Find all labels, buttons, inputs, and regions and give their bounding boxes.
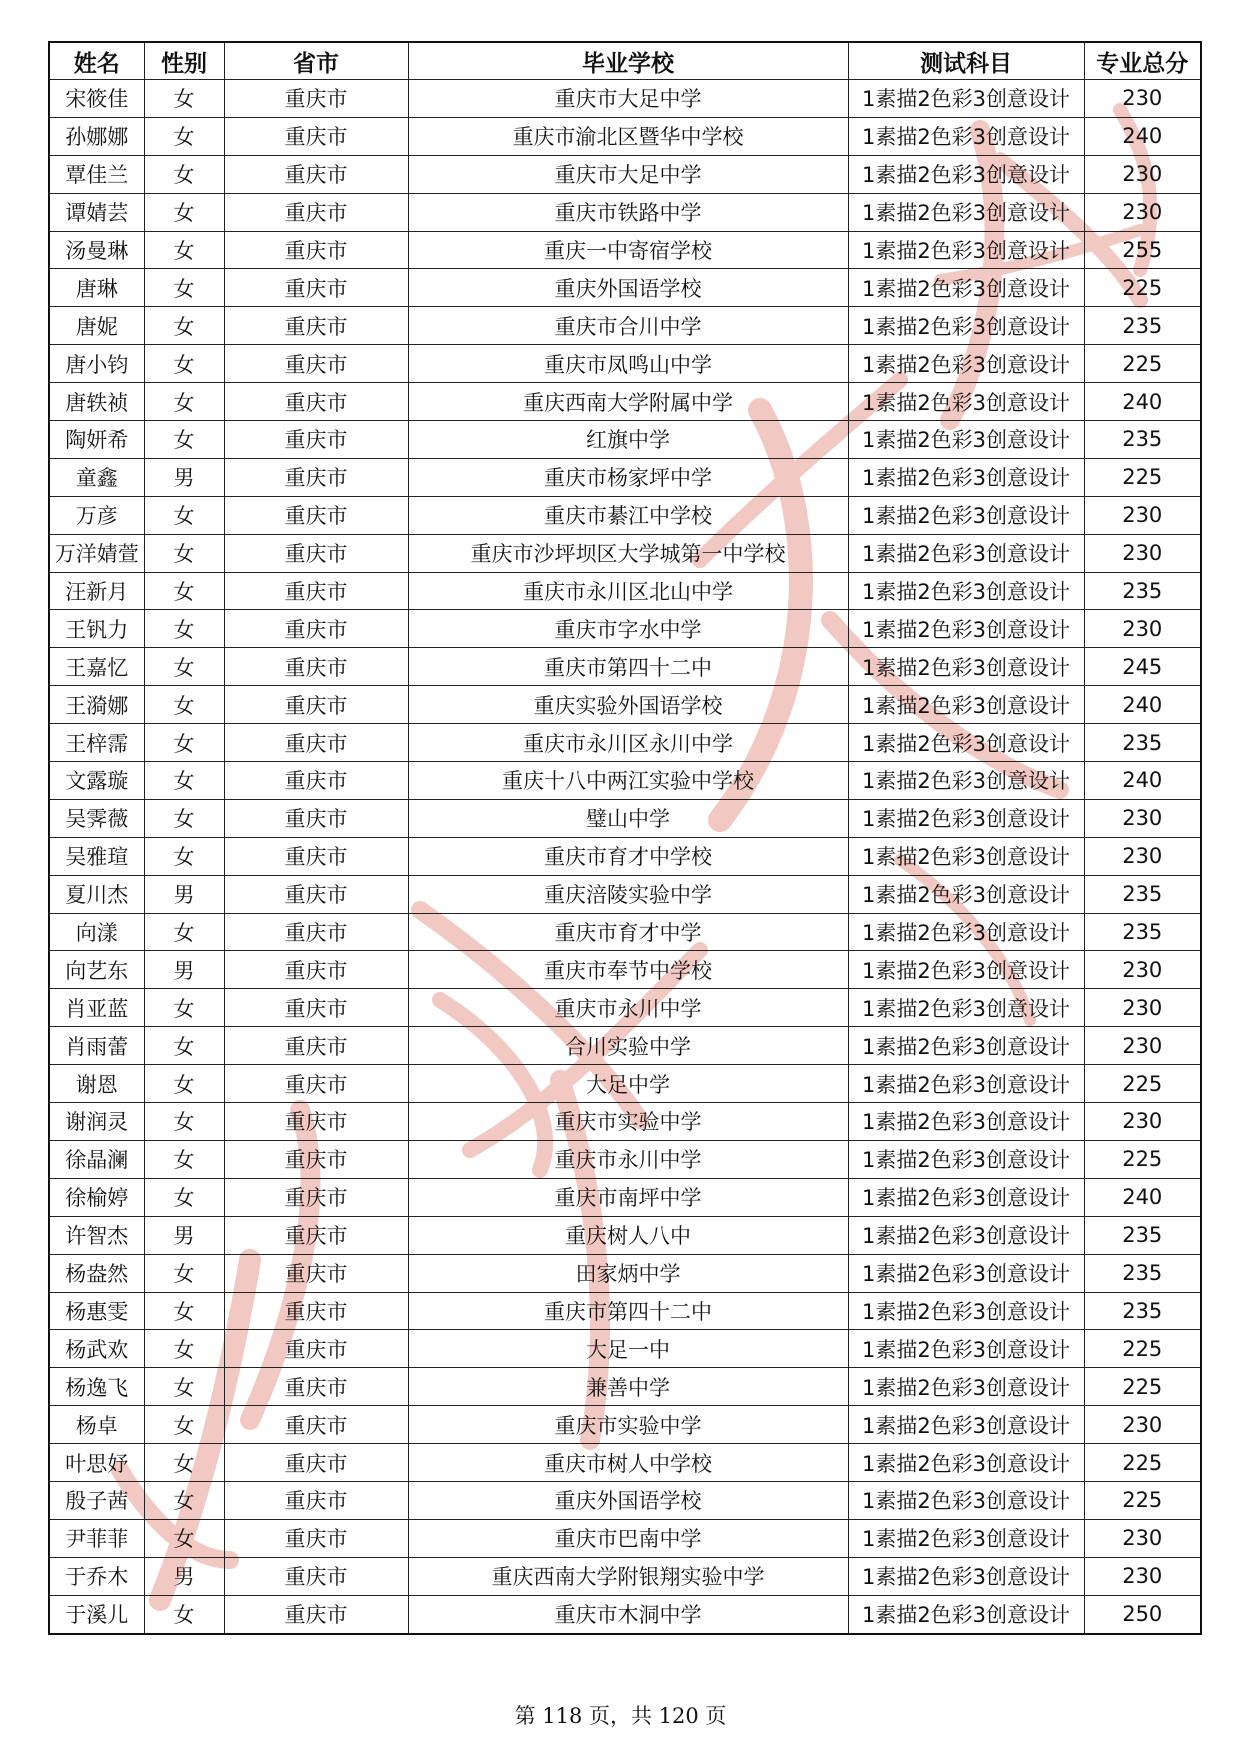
- student-name-cell: 王梓霈: [49, 724, 144, 762]
- table-row: [49, 231, 1201, 269]
- gender-cell: 女: [144, 1065, 224, 1103]
- province-city-cell: 重庆市: [224, 421, 408, 459]
- student-name-cell: 徐榆婷: [49, 1178, 144, 1216]
- province-city-cell: 重庆市: [224, 117, 408, 155]
- table-row: [49, 458, 1201, 496]
- student-name-cell: 吴雅瑄: [49, 837, 144, 875]
- student-name-cell: 汪新月: [49, 572, 144, 610]
- school-cell: 重庆市木洞中学: [408, 1595, 848, 1633]
- total-score-cell: 240: [1084, 117, 1201, 155]
- test-subjects-cell: 1素描2色彩3创意设计: [848, 496, 1084, 534]
- student-name-cell: 徐晶澜: [49, 1140, 144, 1178]
- school-cell: 田家炳中学: [408, 1254, 848, 1292]
- table-body: [49, 80, 1201, 1634]
- column-header-gender: 性别: [144, 42, 224, 80]
- test-subjects-cell: 1素描2色彩3创意设计: [848, 80, 1084, 118]
- province-city-cell: 重庆市: [224, 80, 408, 118]
- total-score-cell: 230: [1084, 837, 1201, 875]
- table-row: [49, 193, 1201, 231]
- province-city-cell: 重庆市: [224, 648, 408, 686]
- school-cell: 重庆一中寄宿学校: [408, 231, 848, 269]
- test-subjects-cell: 1素描2色彩3创意设计: [848, 117, 1084, 155]
- total-score-cell: 240: [1084, 762, 1201, 800]
- test-subjects-cell: 1素描2色彩3创意设计: [848, 231, 1084, 269]
- gender-cell: 女: [144, 724, 224, 762]
- table-row: [49, 1103, 1201, 1141]
- province-city-cell: 重庆市: [224, 610, 408, 648]
- gender-cell: 女: [144, 1368, 224, 1406]
- test-subjects-cell: 1素描2色彩3创意设计: [848, 269, 1084, 307]
- province-city-cell: 重庆市: [224, 458, 408, 496]
- province-city-cell: 重庆市: [224, 269, 408, 307]
- table-row: [49, 610, 1201, 648]
- test-subjects-cell: 1素描2色彩3创意设计: [848, 1595, 1084, 1633]
- table-row: [49, 1254, 1201, 1292]
- school-cell: 重庆市合川中学: [408, 307, 848, 345]
- total-score-cell: 230: [1084, 155, 1201, 193]
- total-score-cell: 230: [1084, 951, 1201, 989]
- table-row: [49, 1292, 1201, 1330]
- school-cell: 重庆市实验中学: [408, 1103, 848, 1141]
- table-row: [49, 1027, 1201, 1065]
- column-header-name: 姓名: [49, 42, 144, 80]
- gender-cell: 女: [144, 610, 224, 648]
- test-subjects-cell: 1素描2色彩3创意设计: [848, 193, 1084, 231]
- table-row: [49, 875, 1201, 913]
- total-score-cell: 240: [1084, 1178, 1201, 1216]
- province-city-cell: 重庆市: [224, 1140, 408, 1178]
- table-row: [49, 269, 1201, 307]
- student-name-cell: 覃佳兰: [49, 155, 144, 193]
- total-score-cell: 225: [1084, 1140, 1201, 1178]
- student-name-cell: 杨卓: [49, 1406, 144, 1444]
- school-cell: 重庆外国语学校: [408, 269, 848, 307]
- admission-list-table: [48, 41, 1202, 1635]
- test-subjects-cell: 1素描2色彩3创意设计: [848, 458, 1084, 496]
- table-row: [49, 534, 1201, 572]
- test-subjects-cell: 1素描2色彩3创意设计: [848, 534, 1084, 572]
- school-cell: 重庆市永川区北山中学: [408, 572, 848, 610]
- gender-cell: 女: [144, 307, 224, 345]
- school-cell: 重庆市永川区永川中学: [408, 724, 848, 762]
- gender-cell: 女: [144, 1140, 224, 1178]
- school-cell: 重庆树人八中: [408, 1216, 848, 1254]
- province-city-cell: 重庆市: [224, 231, 408, 269]
- student-name-cell: 万洋婧萱: [49, 534, 144, 572]
- gender-cell: 女: [144, 231, 224, 269]
- total-score-cell: 230: [1084, 610, 1201, 648]
- province-city-cell: 重庆市: [224, 1481, 408, 1519]
- table-row: [49, 1368, 1201, 1406]
- school-cell: 重庆市第四十二中: [408, 1292, 848, 1330]
- test-subjects-cell: 1素描2色彩3创意设计: [848, 1368, 1084, 1406]
- province-city-cell: 重庆市: [224, 1254, 408, 1292]
- test-subjects-cell: 1素描2色彩3创意设计: [848, 799, 1084, 837]
- gender-cell: 女: [144, 1103, 224, 1141]
- province-city-cell: 重庆市: [224, 1444, 408, 1482]
- table-row: [49, 1140, 1201, 1178]
- table-row: [49, 913, 1201, 951]
- school-cell: 重庆市南坪中学: [408, 1178, 848, 1216]
- province-city-cell: 重庆市: [224, 1065, 408, 1103]
- table-row: [49, 837, 1201, 875]
- student-name-cell: 童鑫: [49, 458, 144, 496]
- province-city-cell: 重庆市: [224, 837, 408, 875]
- school-cell: 重庆涪陵实验中学: [408, 875, 848, 913]
- student-name-cell: 万彦: [49, 496, 144, 534]
- student-name-cell: 文露璇: [49, 762, 144, 800]
- total-score-cell: 225: [1084, 1330, 1201, 1368]
- student-name-cell: 王嘉忆: [49, 648, 144, 686]
- student-name-cell: 肖亚蓝: [49, 989, 144, 1027]
- total-score-cell: 235: [1084, 875, 1201, 913]
- test-subjects-cell: 1素描2色彩3创意设计: [848, 383, 1084, 421]
- test-subjects-cell: 1素描2色彩3创意设计: [848, 1178, 1084, 1216]
- province-city-cell: 重庆市: [224, 724, 408, 762]
- student-name-cell: 唐小钧: [49, 345, 144, 383]
- school-cell: 重庆外国语学校: [408, 1481, 848, 1519]
- province-city-cell: 重庆市: [224, 951, 408, 989]
- school-cell: 重庆市大足中学: [408, 155, 848, 193]
- student-name-cell: 谢润灵: [49, 1103, 144, 1141]
- total-score-cell: 230: [1084, 1027, 1201, 1065]
- gender-cell: 女: [144, 80, 224, 118]
- table-row: [49, 1216, 1201, 1254]
- table-row: [49, 496, 1201, 534]
- table-row: [49, 1444, 1201, 1482]
- table-row: [49, 1330, 1201, 1368]
- gender-cell: 女: [144, 345, 224, 383]
- student-name-cell: 杨逸飞: [49, 1368, 144, 1406]
- table-row: [49, 345, 1201, 383]
- province-city-cell: 重庆市: [224, 913, 408, 951]
- test-subjects-cell: 1素描2色彩3创意设计: [848, 913, 1084, 951]
- school-cell: 大足一中: [408, 1330, 848, 1368]
- gender-cell: 女: [144, 1254, 224, 1292]
- student-name-cell: 夏川杰: [49, 875, 144, 913]
- school-cell: 重庆西南大学附银翔实验中学: [408, 1557, 848, 1595]
- table-row: [49, 686, 1201, 724]
- student-name-cell: 向艺东: [49, 951, 144, 989]
- student-name-cell: 杨盎然: [49, 1254, 144, 1292]
- test-subjects-cell: 1素描2色彩3创意设计: [848, 1140, 1084, 1178]
- total-score-cell: 230: [1084, 193, 1201, 231]
- student-name-cell: 谭婧芸: [49, 193, 144, 231]
- gender-cell: 女: [144, 269, 224, 307]
- school-cell: 重庆市铁路中学: [408, 193, 848, 231]
- total-score-cell: 235: [1084, 1216, 1201, 1254]
- school-cell: 重庆市巴南中学: [408, 1519, 848, 1557]
- gender-cell: 女: [144, 155, 224, 193]
- student-name-cell: 唐妮: [49, 307, 144, 345]
- total-score-cell: 230: [1084, 496, 1201, 534]
- total-score-cell: 230: [1084, 799, 1201, 837]
- table-row: [49, 989, 1201, 1027]
- gender-cell: 女: [144, 913, 224, 951]
- test-subjects-cell: 1素描2色彩3创意设计: [848, 1027, 1084, 1065]
- student-name-cell: 许智杰: [49, 1216, 144, 1254]
- school-cell: 兼善中学: [408, 1368, 848, 1406]
- school-cell: 重庆市奉节中学校: [408, 951, 848, 989]
- gender-cell: 女: [144, 1595, 224, 1633]
- province-city-cell: 重庆市: [224, 1406, 408, 1444]
- gender-cell: 女: [144, 1330, 224, 1368]
- province-city-cell: 重庆市: [224, 1595, 408, 1633]
- school-cell: 重庆市渝北区暨华中学校: [408, 117, 848, 155]
- total-score-cell: 235: [1084, 307, 1201, 345]
- page-footer: 第 118 页，共 120 页: [514, 1704, 727, 1728]
- student-name-cell: 于溪儿: [49, 1595, 144, 1633]
- column-header-school: 毕业学校: [408, 42, 848, 80]
- gender-cell: 女: [144, 1481, 224, 1519]
- table-row: [49, 421, 1201, 459]
- test-subjects-cell: 1素描2色彩3创意设计: [848, 1444, 1084, 1482]
- gender-cell: 女: [144, 837, 224, 875]
- test-subjects-cell: 1素描2色彩3创意设计: [848, 1216, 1084, 1254]
- province-city-cell: 重庆市: [224, 155, 408, 193]
- total-score-cell: 235: [1084, 1292, 1201, 1330]
- student-name-cell: 王钒力: [49, 610, 144, 648]
- total-score-cell: 230: [1084, 1406, 1201, 1444]
- total-score-cell: 225: [1084, 345, 1201, 383]
- table-row: [49, 1065, 1201, 1103]
- gender-cell: 女: [144, 1519, 224, 1557]
- province-city-cell: 重庆市: [224, 496, 408, 534]
- student-name-cell: 尹菲菲: [49, 1519, 144, 1557]
- province-city-cell: 重庆市: [224, 1368, 408, 1406]
- test-subjects-cell: 1素描2色彩3创意设计: [848, 1330, 1084, 1368]
- school-cell: 重庆实验外国语学校: [408, 686, 848, 724]
- total-score-cell: 235: [1084, 913, 1201, 951]
- test-subjects-cell: 1素描2色彩3创意设计: [848, 345, 1084, 383]
- student-name-cell: 唐轶祯: [49, 383, 144, 421]
- province-city-cell: 重庆市: [224, 1330, 408, 1368]
- test-subjects-cell: 1素描2色彩3创意设计: [848, 762, 1084, 800]
- province-city-cell: 重庆市: [224, 989, 408, 1027]
- school-cell: 重庆西南大学附属中学: [408, 383, 848, 421]
- gender-cell: 女: [144, 1178, 224, 1216]
- gender-cell: 男: [144, 1557, 224, 1595]
- table-row: [49, 155, 1201, 193]
- total-score-cell: 225: [1084, 1444, 1201, 1482]
- table-row: [49, 1595, 1201, 1633]
- gender-cell: 男: [144, 1216, 224, 1254]
- table-row: [49, 951, 1201, 989]
- province-city-cell: 重庆市: [224, 307, 408, 345]
- test-subjects-cell: 1素描2色彩3创意设计: [848, 875, 1084, 913]
- gender-cell: 女: [144, 762, 224, 800]
- gender-cell: 女: [144, 686, 224, 724]
- student-name-cell: 叶思妤: [49, 1444, 144, 1482]
- province-city-cell: 重庆市: [224, 1216, 408, 1254]
- province-city-cell: 重庆市: [224, 534, 408, 572]
- test-subjects-cell: 1素描2色彩3创意设计: [848, 686, 1084, 724]
- total-score-cell: 230: [1084, 80, 1201, 118]
- column-header-total-score: 专业总分: [1084, 42, 1201, 80]
- student-name-cell: 殷子茜: [49, 1481, 144, 1519]
- test-subjects-cell: 1素描2色彩3创意设计: [848, 1103, 1084, 1141]
- province-city-cell: 重庆市: [224, 383, 408, 421]
- total-score-cell: 225: [1084, 1481, 1201, 1519]
- total-score-cell: 250: [1084, 1595, 1201, 1633]
- column-header-province-city: 省市: [224, 42, 408, 80]
- table-row: [49, 1557, 1201, 1595]
- total-score-cell: 230: [1084, 1519, 1201, 1557]
- school-cell: 重庆市育才中学校: [408, 837, 848, 875]
- gender-cell: 女: [144, 421, 224, 459]
- test-subjects-cell: 1素描2色彩3创意设计: [848, 951, 1084, 989]
- total-score-cell: 225: [1084, 458, 1201, 496]
- school-cell: 重庆市永川中学: [408, 1140, 848, 1178]
- test-subjects-cell: 1素描2色彩3创意设计: [848, 421, 1084, 459]
- student-name-cell: 杨武欢: [49, 1330, 144, 1368]
- gender-cell: 男: [144, 875, 224, 913]
- gender-cell: 女: [144, 383, 224, 421]
- school-cell: 重庆市大足中学: [408, 80, 848, 118]
- gender-cell: 女: [144, 799, 224, 837]
- gender-cell: 男: [144, 458, 224, 496]
- test-subjects-cell: 1素描2色彩3创意设计: [848, 572, 1084, 610]
- gender-cell: 女: [144, 496, 224, 534]
- province-city-cell: 重庆市: [224, 1292, 408, 1330]
- test-subjects-cell: 1素描2色彩3创意设计: [848, 307, 1084, 345]
- table-row: [49, 799, 1201, 837]
- school-cell: 重庆市綦江中学校: [408, 496, 848, 534]
- province-city-cell: 重庆市: [224, 1103, 408, 1141]
- school-cell: 大足中学: [408, 1065, 848, 1103]
- student-name-cell: 孙娜娜: [49, 117, 144, 155]
- total-score-cell: 240: [1084, 383, 1201, 421]
- province-city-cell: 重庆市: [224, 762, 408, 800]
- gender-cell: 女: [144, 1292, 224, 1330]
- gender-cell: 女: [144, 572, 224, 610]
- school-cell: 重庆市永川中学: [408, 989, 848, 1027]
- total-score-cell: 235: [1084, 1254, 1201, 1292]
- student-name-cell: 于乔木: [49, 1557, 144, 1595]
- total-score-cell: 255: [1084, 231, 1201, 269]
- gender-cell: 女: [144, 117, 224, 155]
- table-row: [49, 1481, 1201, 1519]
- total-score-cell: 225: [1084, 1368, 1201, 1406]
- gender-cell: 男: [144, 951, 224, 989]
- school-cell: 重庆市凤鸣山中学: [408, 345, 848, 383]
- school-cell: 重庆市第四十二中: [408, 648, 848, 686]
- table-row: [49, 383, 1201, 421]
- table-row: [49, 1178, 1201, 1216]
- test-subjects-cell: 1素描2色彩3创意设计: [848, 1481, 1084, 1519]
- test-subjects-cell: 1素描2色彩3创意设计: [848, 724, 1084, 762]
- total-score-cell: 235: [1084, 724, 1201, 762]
- student-name-cell: 谢恩: [49, 1065, 144, 1103]
- province-city-cell: 重庆市: [224, 875, 408, 913]
- province-city-cell: 重庆市: [224, 193, 408, 231]
- province-city-cell: 重庆市: [224, 1178, 408, 1216]
- gender-cell: 女: [144, 648, 224, 686]
- total-score-cell: 230: [1084, 1103, 1201, 1141]
- total-score-cell: 245: [1084, 648, 1201, 686]
- school-cell: 重庆市树人中学校: [408, 1444, 848, 1482]
- table-row: [49, 1406, 1201, 1444]
- province-city-cell: 重庆市: [224, 1027, 408, 1065]
- table-row: [49, 648, 1201, 686]
- gender-cell: 女: [144, 989, 224, 1027]
- student-name-cell: 陶妍希: [49, 421, 144, 459]
- student-name-cell: 王漪娜: [49, 686, 144, 724]
- table-row: [49, 572, 1201, 610]
- total-score-cell: 230: [1084, 989, 1201, 1027]
- test-subjects-cell: 1素描2色彩3创意设计: [848, 1557, 1084, 1595]
- student-name-cell: 吴霁薇: [49, 799, 144, 837]
- table-row: [49, 80, 1201, 118]
- table-header-row: [49, 42, 1201, 80]
- test-subjects-cell: 1素描2色彩3创意设计: [848, 1292, 1084, 1330]
- test-subjects-cell: 1素描2色彩3创意设计: [848, 1254, 1084, 1292]
- student-name-cell: 向漾: [49, 913, 144, 951]
- gender-cell: 女: [144, 534, 224, 572]
- school-cell: 重庆市育才中学: [408, 913, 848, 951]
- student-name-cell: 肖雨蕾: [49, 1027, 144, 1065]
- total-score-cell: 240: [1084, 686, 1201, 724]
- test-subjects-cell: 1素描2色彩3创意设计: [848, 1065, 1084, 1103]
- province-city-cell: 重庆市: [224, 1557, 408, 1595]
- total-score-cell: 225: [1084, 269, 1201, 307]
- table-row: [49, 117, 1201, 155]
- test-subjects-cell: 1素描2色彩3创意设计: [848, 155, 1084, 193]
- student-name-cell: 汤曼琳: [49, 231, 144, 269]
- student-name-cell: 唐琳: [49, 269, 144, 307]
- student-name-cell: 杨惠雯: [49, 1292, 144, 1330]
- table-row: [49, 307, 1201, 345]
- school-cell: 重庆十八中两江实验中学校: [408, 762, 848, 800]
- test-subjects-cell: 1素描2色彩3创意设计: [848, 837, 1084, 875]
- table-row: [49, 1519, 1201, 1557]
- gender-cell: 女: [144, 1027, 224, 1065]
- total-score-cell: 235: [1084, 421, 1201, 459]
- school-cell: 重庆市实验中学: [408, 1406, 848, 1444]
- school-cell: 重庆市沙坪坝区大学城第一中学校: [408, 534, 848, 572]
- school-cell: 璧山中学: [408, 799, 848, 837]
- school-cell: 合川实验中学: [408, 1027, 848, 1065]
- school-cell: 红旗中学: [408, 421, 848, 459]
- gender-cell: 女: [144, 193, 224, 231]
- table-row: [49, 762, 1201, 800]
- province-city-cell: 重庆市: [224, 799, 408, 837]
- province-city-cell: 重庆市: [224, 572, 408, 610]
- total-score-cell: 230: [1084, 1557, 1201, 1595]
- table-row: [49, 724, 1201, 762]
- test-subjects-cell: 1素描2色彩3创意设计: [848, 989, 1084, 1027]
- test-subjects-cell: 1素描2色彩3创意设计: [848, 610, 1084, 648]
- total-score-cell: 235: [1084, 572, 1201, 610]
- school-cell: 重庆市杨家坪中学: [408, 458, 848, 496]
- school-cell: 重庆市字水中学: [408, 610, 848, 648]
- test-subjects-cell: 1素描2色彩3创意设计: [848, 1519, 1084, 1557]
- student-name-cell: 宋筱佳: [49, 80, 144, 118]
- column-header-subjects: 测试科目: [848, 42, 1084, 80]
- total-score-cell: 230: [1084, 534, 1201, 572]
- gender-cell: 女: [144, 1444, 224, 1482]
- gender-cell: 女: [144, 1406, 224, 1444]
- test-subjects-cell: 1素描2色彩3创意设计: [848, 648, 1084, 686]
- total-score-cell: 225: [1084, 1065, 1201, 1103]
- province-city-cell: 重庆市: [224, 345, 408, 383]
- province-city-cell: 重庆市: [224, 686, 408, 724]
- test-subjects-cell: 1素描2色彩3创意设计: [848, 1406, 1084, 1444]
- province-city-cell: 重庆市: [224, 1519, 408, 1557]
